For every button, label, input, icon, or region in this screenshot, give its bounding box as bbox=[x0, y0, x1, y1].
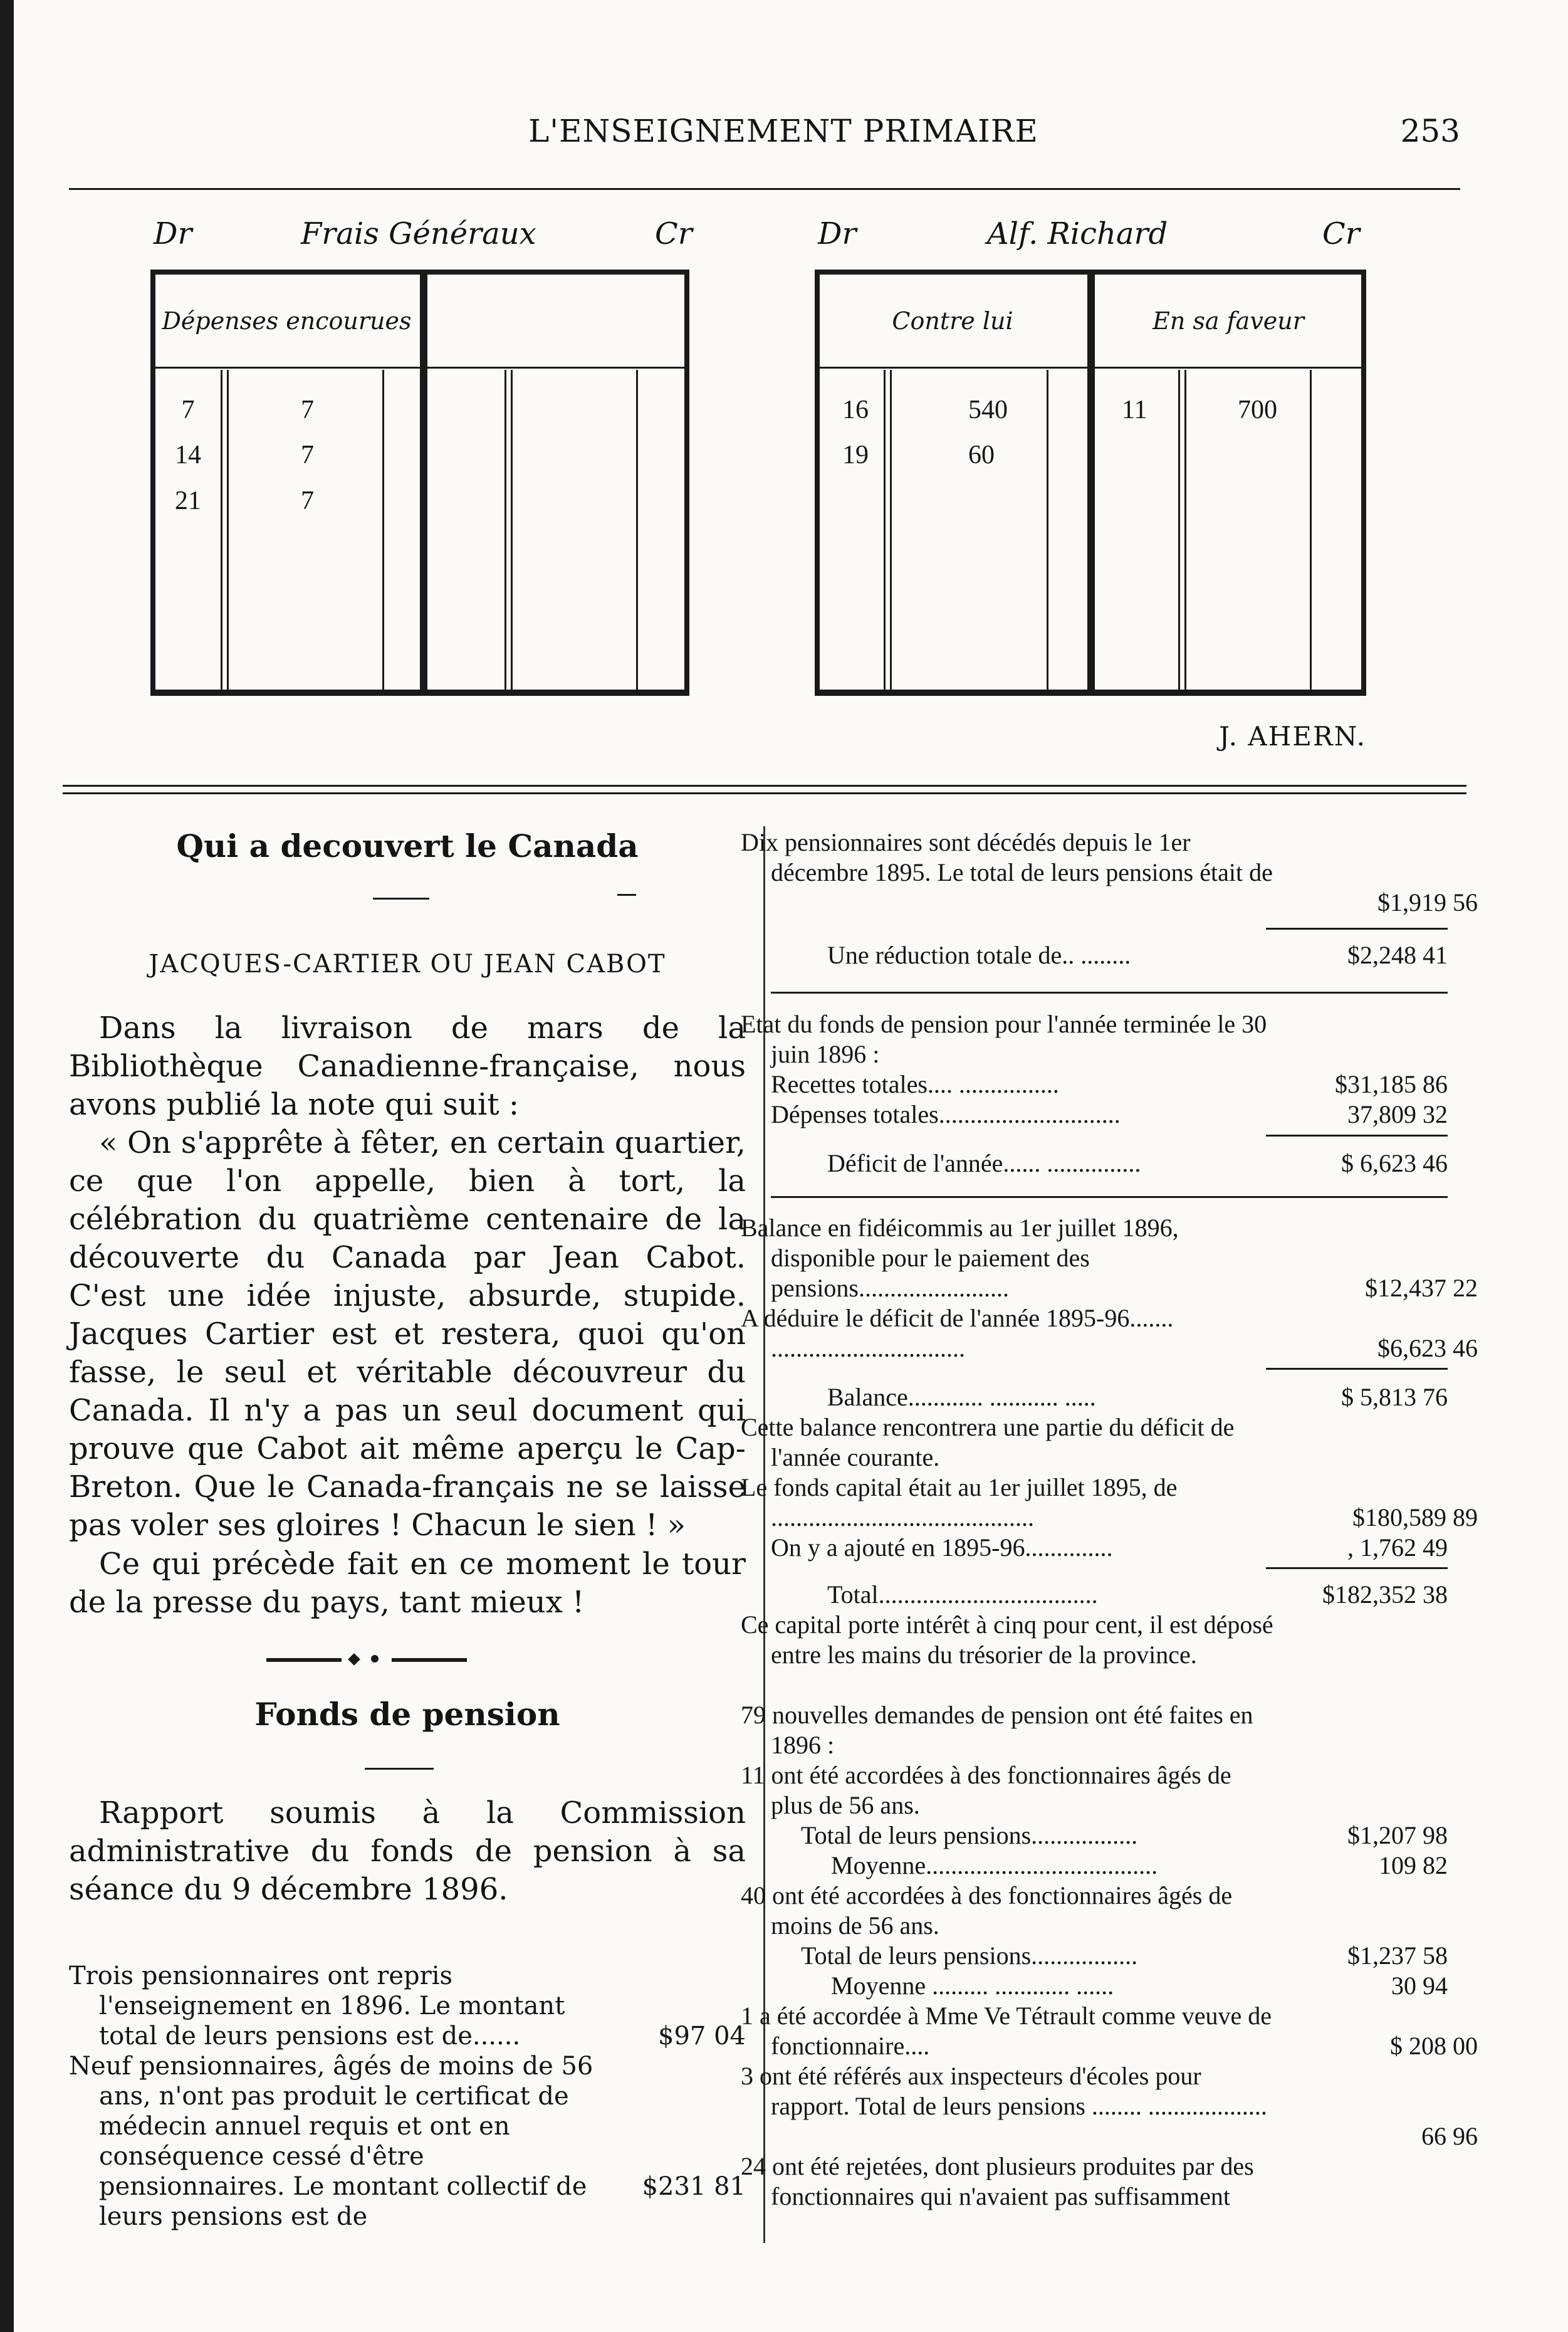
article-paragraph: Dans la livraison de mars de la Bibliothèque Canadienne-française, nous avons publié la note qui suit : bbox=[69, 1011, 746, 1122]
entry-text: Total de leurs pensions................. bbox=[801, 1821, 1138, 1849]
article-subtitle: JACQUES-CARTIER OU JEAN CABOT bbox=[149, 950, 666, 979]
entry-text: Déficit de l'année...... ............... bbox=[827, 1149, 1141, 1177]
report-intro: Rapport soumis à la Commission administrative du fonds de pension à sa séance du 9 décembre 1896. bbox=[69, 1795, 746, 1907]
ornament bbox=[266, 1658, 342, 1662]
entry-amount: $ 6,623 46 bbox=[1341, 1149, 1448, 1177]
ledger-day: 21 bbox=[175, 486, 201, 515]
entry-text: Moyenne ......... ............ ...... bbox=[831, 1972, 1114, 2000]
ledger-title: Alf. Richard bbox=[987, 216, 1168, 251]
entry-amount: $231 81 bbox=[642, 2172, 746, 2201]
col-head-contre-lui: Contre lui bbox=[892, 307, 1013, 335]
col-head-depenses: Dépenses encourues bbox=[162, 307, 412, 335]
ledger-day: 14 bbox=[175, 441, 201, 470]
entry-text: 3 ont été référés aux inspecteurs d'écoles pour rapport. Total de leurs pensions ........ ................... bbox=[741, 2062, 1267, 2120]
article-paragraph: Ce qui précède fait en ce moment le tour de la presse du pays, tant mieux ! bbox=[69, 1547, 746, 1620]
article-title: Fonds de pension bbox=[254, 1696, 560, 1733]
entry-text: 1 a été accordée à Mme Ve Tétrault comme veuve de fonctionnaire.... bbox=[741, 2002, 1272, 2060]
ledger-amount: 7 bbox=[301, 441, 314, 470]
ledger-dr: Dr bbox=[154, 216, 192, 251]
entry-amount: $12,437 22 bbox=[1365, 1274, 1478, 1302]
entry-text: A déduire le déficit de l'année 1895-96....... ............................... bbox=[741, 1304, 1174, 1362]
article-fonds-de-pension bbox=[69, 1696, 746, 1733]
entry-amount: $ 5,813 76 bbox=[1341, 1383, 1448, 1411]
header-rule bbox=[69, 188, 1460, 190]
entry-text: Total................................... bbox=[827, 1580, 1098, 1609]
ledger-dr: Dr bbox=[818, 216, 857, 251]
signature: J. AHERN. bbox=[1219, 721, 1366, 752]
entry-text: Une réduction totale de.. ........ bbox=[827, 941, 1131, 969]
entry-text: On y a ajouté en 1895-96.............. bbox=[771, 1533, 1113, 1562]
entry-text: Le fonds capital était au 1er juillet 1895, de .......................................... bbox=[741, 1473, 1178, 1531]
page-edge-shadow bbox=[0, 0, 14, 2332]
entry-text: Ce capital porte intérêt à cinq pour cent, il est déposé entre les mains du trésorier de la province. bbox=[741, 1610, 1273, 1669]
entry-text: Balance............ ........... ..... bbox=[827, 1383, 1096, 1411]
running-head: L'ENSEIGNEMENT PRIMAIRE bbox=[528, 113, 1038, 149]
entry-amount: $31,185 86 bbox=[1335, 1070, 1448, 1098]
entry-text: 24 ont été rejetées, dont plusieurs produites par des fonctionnaires qui n'avaient pas suffisamment bbox=[741, 2152, 1254, 2210]
entry-text: Etat du fonds de pension pour l'année terminée le 30 juin 1896 : bbox=[741, 1010, 1267, 1068]
entry-text: Total de leurs pensions................. bbox=[801, 1941, 1138, 1970]
ledger-amount: 60 bbox=[968, 441, 995, 470]
ledger-amount: 540 bbox=[968, 396, 1008, 424]
ledger-amount: 7 bbox=[301, 396, 314, 424]
article-quotation: « On s'apprête à fêter, en certain quartier, ce que l'on appelle, bien à tort, la célébration du quatrième centenaire de la découverte du Canada par Jean Cabot. C'est une idée injuste, absurde, stupide. Jacques Cartier est et restera, quoi qu'on fasse, le seul et véritable découvreur du Canada. Il n'y a pas un seul document qui prouve que Cabot ait même aperçu le Cap-Breton. Que le Canada-français ne se laisse pas voler ses gloires ! Chacun le sien ! » bbox=[69, 1125, 746, 1543]
entry-amount: $1,207 98 bbox=[1347, 1821, 1448, 1849]
ledger-cr: Cr bbox=[655, 216, 693, 251]
col-head-en-sa-faveur: En sa faveur bbox=[1152, 307, 1304, 335]
entry-text: 11 ont été accordées à des fonctionnaires âgés de plus de 56 ans. bbox=[741, 1761, 1231, 1819]
entry-text: Moyenne..................................... bbox=[831, 1851, 1158, 1879]
entry-amount: $ 208 00 bbox=[1390, 2032, 1478, 2060]
entry-amount: , 1,762 49 bbox=[1347, 1533, 1448, 1562]
entry-text: Balance en fidéicommis au 1er juillet 1896, disponible pour le paiement des pensions........................ bbox=[741, 1214, 1179, 1302]
entry-text: Trois pensionnaires ont repris l'enseignement en 1896. Le montant total de leurs pensions est de...... bbox=[69, 1962, 565, 2051]
entry-amount: $182,352 38 bbox=[1322, 1580, 1448, 1609]
ledger-day: 19 bbox=[842, 441, 869, 470]
article-qui-a-decouvert bbox=[69, 827, 746, 864]
entry-amount: 109 82 bbox=[1379, 1851, 1448, 1879]
ledger-amount: 7 bbox=[301, 486, 314, 515]
ledger-cr: Cr bbox=[1322, 216, 1360, 251]
entry-amount: $2,248 41 bbox=[1347, 941, 1448, 969]
ledger-day: 7 bbox=[181, 396, 195, 424]
entry-text: Dix pensionnaires sont décédés depuis le 1er décembre 1895. Le total de leurs pensions était de bbox=[741, 828, 1273, 886]
ledger-title: Frais Généraux bbox=[301, 216, 536, 251]
entry-amount: $1,237 58 bbox=[1347, 1941, 1448, 1970]
entry-text: Dépenses totales............................. bbox=[771, 1100, 1121, 1128]
entry-text: Neuf pensionnaires, âgés de moins de 56 ans, n'ont pas produit le certificat de médecin annuel requis et ont en conséquence cessé d'être pensionnaires. Le montant collectif de leurs pensions est de bbox=[69, 2052, 593, 2231]
entry-amount: $97 04 bbox=[658, 2022, 746, 2051]
entry-amount: 37,809 32 bbox=[1347, 1100, 1448, 1128]
ledger-day: 11 bbox=[1122, 396, 1147, 424]
entry-text: 79 nouvelles demandes de pension ont été faites en 1896 : bbox=[741, 1701, 1253, 1759]
entry-amount: $180,589 89 bbox=[1352, 1503, 1478, 1531]
entry-amount: 30 94 bbox=[1391, 1972, 1448, 2000]
entry-text: 40 ont été accordées à des fonctionnaires âgés de moins de 56 ans. bbox=[741, 1881, 1233, 1940]
article-title: Qui a decouvert le Canada bbox=[176, 827, 639, 864]
ledger-day: 16 bbox=[842, 396, 869, 424]
entry-amount: $6,623 46 bbox=[1377, 1334, 1478, 1362]
entry-amount: 66 96 bbox=[1421, 2122, 1478, 2150]
entry-amount: $1,919 56 bbox=[1377, 888, 1478, 917]
entry-text: Recettes totales.... ................ bbox=[771, 1070, 1059, 1098]
entry-text: Cette balance rencontrera une partie du déficit de l'année courante. bbox=[741, 1413, 1235, 1471]
page-number: 253 bbox=[1400, 113, 1460, 149]
ledger-amount: 700 bbox=[1238, 396, 1277, 424]
